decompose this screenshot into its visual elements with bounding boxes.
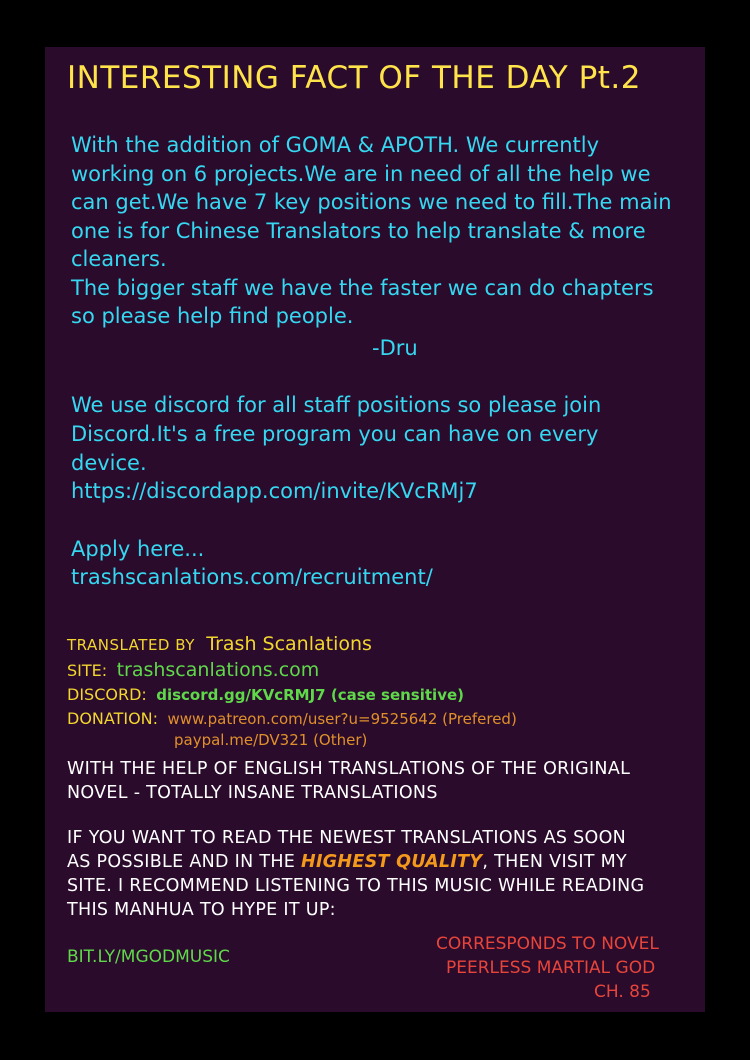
discord-note-line: Discord.It's a free program you can have on every (71, 422, 599, 446)
novel-chapter: CH. 85 (594, 982, 651, 1002)
help-note-line: NOVEL - TOTALLY INSANE TRANSLATIONS (67, 783, 438, 803)
translated-by-value: Trash Scanlations (206, 633, 372, 655)
translated-by-row (67, 633, 372, 655)
patreon-link[interactable]: www.patreon.com/user?u=9525642 (Prefered) (167, 710, 517, 728)
message-line: can get.We have 7 key positions we need to fill.The main (71, 190, 672, 214)
music-link[interactable]: BIT.LY/MGODMUSIC (67, 947, 230, 967)
message-line: one is for Chinese Translators to help translate & more (71, 218, 646, 243)
message-line: cleaners. (71, 247, 167, 271)
site-label: SITE: (67, 661, 108, 680)
discord-row (67, 685, 464, 705)
site-link[interactable]: trashscanlations.com (116, 659, 320, 681)
help-note-line: WITH THE HELP OF ENGLISH TRANSLATIONS OF THE ORIGINAL (67, 759, 631, 779)
message-line: The bigger staff we have the faster we can do chapters (71, 275, 654, 300)
discord-note-line: device. (71, 451, 147, 475)
novel-ref-line: CORRESPONDS TO NOVEL (436, 934, 659, 954)
translated-by-label: TRANSLATED BY (67, 636, 195, 654)
message-line: so please help find people. (71, 304, 354, 328)
site-row (67, 659, 319, 681)
read-note-text: AS POSSIBLE AND IN THE (67, 852, 302, 872)
highest-quality-highlight: HIGHEST QUALITY (301, 852, 483, 872)
donation-label: DONATION: (67, 709, 159, 728)
donation-row (67, 709, 517, 729)
paypal-link[interactable]: paypal.me/DV321 (Other) (174, 731, 368, 749)
read-note-text: , THEN VISIT MY (482, 852, 628, 872)
discord-note-line: We use discord for all staff positions so please join (71, 393, 602, 417)
novel-ref-line: PEERLESS MARTIAL GOD (446, 958, 656, 978)
read-note-line: IF YOU WANT TO READ THE NEWEST TRANSLATIONS AS SOON (67, 828, 627, 848)
apply-label: Apply here... (71, 537, 205, 561)
discord-link[interactable]: discord.gg/KVcRMJ7 (case sensitive) (156, 686, 464, 704)
discord-invite-link[interactable]: https://discordapp.com/invite/KVcRMj7 (71, 479, 478, 503)
read-note-line: THIS MANHUA TO HYPE IT UP: (67, 900, 336, 920)
signature: -Dru (372, 336, 418, 360)
read-note-line (67, 850, 627, 874)
discord-label: DISCORD: (67, 685, 147, 704)
recruitment-link[interactable]: trashscanlations.com/recruitment/ (71, 565, 433, 589)
page-title: INTERESTING FACT OF THE DAY Pt.2 (67, 60, 641, 96)
message-line: With the addition of GOMA & APOTH. We currently (71, 133, 599, 157)
read-note-line: SITE. I RECOMMEND LISTENING TO THIS MUSIC WHILE READING (67, 876, 645, 896)
message-line: working on 6 projects.We are in need of all the help we (71, 161, 651, 186)
